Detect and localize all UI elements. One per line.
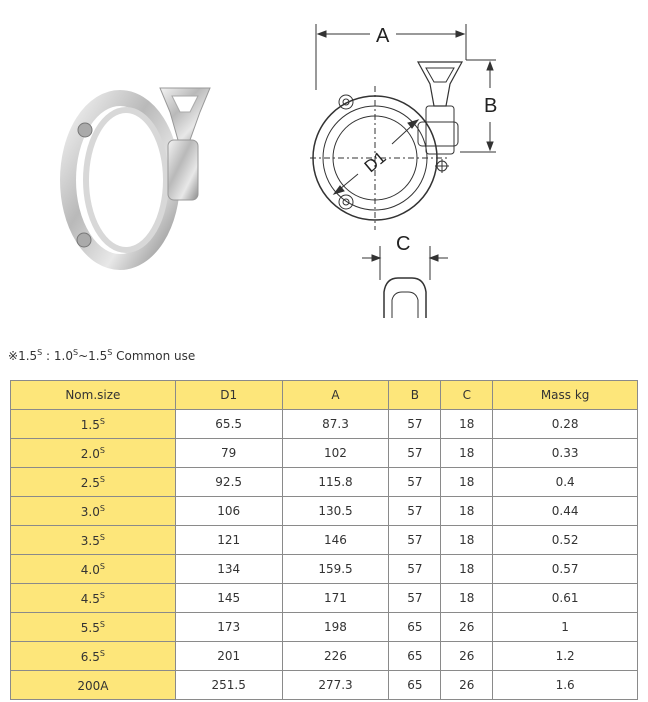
size-value: 4.0: [80, 562, 100, 577]
size-value: 3.5: [80, 533, 100, 548]
cell-mass: 0.44: [493, 497, 638, 526]
size-value: 1.5: [80, 417, 100, 432]
cell-d1: 79: [175, 439, 282, 468]
size-value: 5.5: [80, 620, 100, 635]
size-sup: S: [99, 648, 105, 658]
cell-size: [11, 526, 176, 555]
table-row: [11, 497, 638, 526]
cell-d1: 173: [175, 613, 282, 642]
cell-b: 57: [389, 468, 441, 497]
size-value: 6.5: [80, 649, 100, 664]
cell-mass: 1.2: [493, 642, 638, 671]
table-row: [11, 613, 638, 642]
cell-c: 18: [441, 584, 493, 613]
table-row: [11, 468, 638, 497]
cell-a: 171: [282, 584, 389, 613]
cell-mass: 0.28: [493, 410, 638, 439]
cell-b: 65: [389, 642, 441, 671]
cell-mass: 0.61: [493, 584, 638, 613]
dimension-label-b: B: [484, 95, 498, 117]
cell-c: 18: [441, 497, 493, 526]
size-sup: S: [99, 590, 105, 600]
cell-c: 18: [441, 410, 493, 439]
header-a: A: [282, 381, 389, 410]
size-value: 3.0: [80, 504, 100, 519]
size-sup: S: [99, 474, 105, 484]
cell-a: 102: [282, 439, 389, 468]
cell-mass: 1.6: [493, 671, 638, 700]
cell-size: [11, 468, 176, 497]
cell-d1: 201: [175, 642, 282, 671]
note-suffix: Common use: [112, 349, 196, 363]
header-d1: D1: [175, 381, 282, 410]
cell-size: [11, 410, 176, 439]
note-separator: :: [42, 349, 54, 363]
cell-d1: 134: [175, 555, 282, 584]
note-prefix: ※: [8, 349, 19, 363]
note-size-3: 1.5: [88, 349, 108, 363]
cell-size: [11, 555, 176, 584]
size-sup: S: [99, 561, 105, 571]
cell-b: 57: [389, 497, 441, 526]
header-nom-size: Nom.size: [11, 381, 176, 410]
cell-mass: 0.57: [493, 555, 638, 584]
size-sup: S: [99, 619, 105, 629]
cell-d1: 121: [175, 526, 282, 555]
cell-a: 115.8: [282, 468, 389, 497]
header-b: B: [389, 381, 441, 410]
cell-c: 18: [441, 468, 493, 497]
clamp-photo: [40, 60, 240, 300]
size-value: 4.5: [80, 591, 100, 606]
cell-c: 26: [441, 642, 493, 671]
cell-d1: 106: [175, 497, 282, 526]
cell-b: 65: [389, 671, 441, 700]
cell-mass: 1: [493, 613, 638, 642]
cell-a: 87.3: [282, 410, 389, 439]
note-size-2-sup: S: [73, 348, 79, 357]
size-value: 2.5: [80, 475, 100, 490]
header-mass: Mass kg: [493, 381, 638, 410]
dimension-label-c: C: [396, 233, 411, 255]
table-row: [11, 439, 638, 468]
note-size-2: 1.0: [53, 349, 73, 363]
cell-a: 146: [282, 526, 389, 555]
cell-size: [11, 613, 176, 642]
cell-d1: 92.5: [175, 468, 282, 497]
note-size-3-sup: S: [107, 348, 113, 357]
cell-size: [11, 584, 176, 613]
cell-size: [11, 642, 176, 671]
size-value: 200A: [77, 678, 109, 693]
cell-b: 57: [389, 526, 441, 555]
cell-a: 130.5: [282, 497, 389, 526]
cell-a: 226: [282, 642, 389, 671]
cell-c: 18: [441, 555, 493, 584]
table-row: [11, 671, 638, 700]
common-use-note: [8, 348, 195, 363]
cell-d1: 251.5: [175, 671, 282, 700]
cell-b: 57: [389, 584, 441, 613]
note-size-1-sup: S: [37, 348, 43, 357]
cell-mass: 0.52: [493, 526, 638, 555]
size-sup: S: [99, 416, 105, 426]
cell-mass: 0.4: [493, 468, 638, 497]
size-value: 2.0: [80, 446, 100, 461]
cell-b: 57: [389, 439, 441, 468]
size-sup: S: [99, 532, 105, 542]
cell-d1: 65.5: [175, 410, 282, 439]
cell-b: 57: [389, 555, 441, 584]
cell-size: [11, 439, 176, 468]
cell-c: 18: [441, 439, 493, 468]
note-size-1: 1.5: [18, 349, 38, 363]
table-row: [11, 526, 638, 555]
cell-c: 26: [441, 671, 493, 700]
clamp-dimension-drawing: [300, 10, 520, 330]
size-sup: S: [99, 445, 105, 455]
dimension-label-a: A: [376, 25, 390, 47]
cell-a: 159.5: [282, 555, 389, 584]
table-row: [11, 410, 638, 439]
cell-d1: 145: [175, 584, 282, 613]
cell-a: 198: [282, 613, 389, 642]
cell-mass: 0.33: [493, 439, 638, 468]
table-row: [11, 555, 638, 584]
cell-b: 57: [389, 410, 441, 439]
header-c: C: [441, 381, 493, 410]
note-tilde: ~: [78, 349, 89, 363]
spec-table: [10, 380, 638, 700]
dimension-label-d1: D1: [360, 147, 390, 177]
table-header-row: [11, 381, 638, 410]
cell-a: 277.3: [282, 671, 389, 700]
cell-size: [11, 671, 176, 700]
cell-c: 18: [441, 526, 493, 555]
table-row: [11, 584, 638, 613]
cell-size: [11, 497, 176, 526]
cell-b: 65: [389, 613, 441, 642]
table-row: [11, 642, 638, 671]
size-sup: S: [99, 503, 105, 513]
cell-c: 26: [441, 613, 493, 642]
